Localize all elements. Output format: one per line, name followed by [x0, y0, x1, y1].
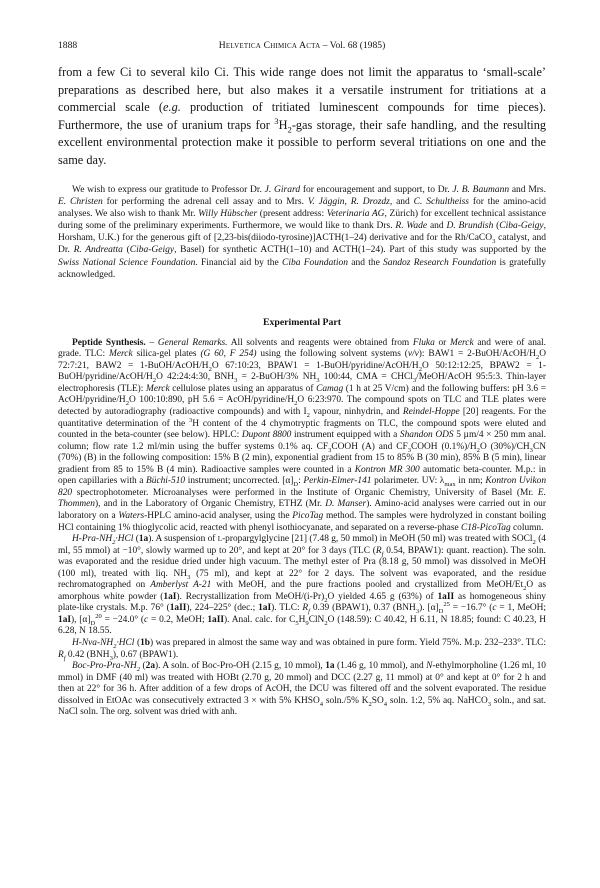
acknowledgements: We wish to express our gratitude to Professor Dr. J. Girard for encouragement and support, to Dr. J. B. Baumann and Mrs. E. Christen for performing the adrenal cell assay and to Mrs. V. Jäggin, R. Drozdz, and C. Schultheiss for the amino-acid analyses. We also wish to thank Mr. Willy Hübscher (present address: Veterinaria AG, Zürich) for excellent technical assistance during some of the preliminary experiments. Furthermore, we would like to thank Drs. R. Wade and D. Brundish (Ciba-Geigy, Horsham, U.K.) for the generous gift of [2,23-bis(diiodo-tyrosine)]ACTH(1–24) derivative and for the Rh/CaCO$_3$ catalyst, and Dr. R. Andreatta (Ciba-Geigy, Basel) for synthetic ACTH(1–10) and ACTH(1–24). Part of this study was supported by the Swiss National Science Foundation. Financial aid by the Ciba Foundation and the Sandoz Research Foundation is gratefully acknowledged.	[58, 185, 547, 280]
journal-title: Helvetica Chimica Acta – Vol. 68 (1985)	[218, 40, 386, 51]
experimental-body	[58, 338, 546, 719]
page-number: 1888	[58, 40, 78, 51]
general-remarks-paragraph: Peptide Synthesis. – General Remarks. All solvents and reagents were obtained from Fluka or Merck and were of anal. grade. TLC: Merck silica-gel plates (G 60, F 254) using the following solvent systems (v/v): $BAW1 = 2-BuOH/AcOH/H_2O$ 72:7:21, $BAW2 = 1-BuOH/AcOH/H_2O$ 67:10:23, BPAW1 = $1-BuOH/pyridine/AcOH/H_2O$ 50:12:12:25, BPAW2 = $1-BuOH/pyridine/AcOH/H_2O$ 42:24:4:30, $BNH_3$ = 2-BuOH/3% $NH_3$ 100:44, CMA = CHCl$_3$/MeOH/AcOH 95:5:3. Thin-layer electrophoresis (TLE): Merck cellulose plates using an apparatus of Camag (1 h at 25 V/cm) and the following buffers: pH 3.6 = AcOH/$pyridine/H_2O$ 100:10:890, pH 5.6 = AcOH/$pyridine/H_2O$ 6:23:970. The compound spots on TLC and TLE plates were detected by autoradiography (radioactive compounds) and with $I_2$ vapour, ninhydrin, and Reindel-Hoppe [20] reagents. For the quantitative determination of the $^3$H content of the 4 chymotryptic fragments on TLC, the compound spots were eluted and counted in the beta-counter (see below). HPLC: Dupont 8800 instrument equipped with a Shandon ODS 5 µm/4 × 250 mm anal. column; flow rate 1.2 ml/min using the buffer systems 0.1% aq. $CF_3COOH$ (A) and $CF_3COOH$ $(0.1\%)/H_2O$ $(30\%)/CH_3CN$ (70%) (B) in the following composition: 15% B (2 min), exponential gradient from 15 to 85% B (30 min), 85% B (5 min), linear gradient from 85 to 15% B (4 min). Radioactive samples were counted in a Kontron MR 300 automatic beta-counter. M.p.: in open capillaries with a Büchi-510 instrument; uncorrected. $[\alpha]_D$: Perkin-Elmer-141 polarimeter. UV: $\lambda_{max}$ in nm; Kontron Uvikon 820 spectrophotometer. Microanalyses were performed in the Institute of Organic Chemistry, University of Basel (Mr. E. Thommen), and in the Laboratory of Organic Chemistry, ETHZ (Mr. D. Manser). Amino-acid analyses were carried out in our laboratory on a Waters-HPLC amino-acid analyser, using the PicoTag method. The samples were hydrolyzed in constant boiling HCl containing 1% thioglycolic acid, reacted with phenyl isothiocyanate, and separated on a reverse-phase C18-PicoTag column.	[58, 337, 547, 533]
continued-paragraph: from a few Ci to several kilo Ci. This wide range does not limit the apparatus to ‘small-scale’ preparations as described here, but also makes it a versatile instrument for tritiations at a commercial scale (e.g. production of tritiated luminescent compounds for time pieces). Furthermore, the use of uranium traps for $^3H_2$-gas storage, their safe handling, and the resulting excellent environmental protection make it possible to perform several tritiations on one and the same day.	[58, 65, 547, 167]
running-header	[58, 40, 546, 56]
compound-2a-paragraph: Boc-$Pro-Pra-NH_2$ (2a). A soln. of Boc-Pro-OH (2.15 g, 10 mmol), 1a (1.46 g, 10 mmol), and N-ethylmorpholine (1.26 ml, 10 mmol) in DMF (40 ml) was treated with HOBt (2.70 g, 20 mmol) and DCC (2.27 g, 11 mmol) at 0° and kept at 0° for 2 h and then at 22° for 36 h. After addition of a few drops of AcOH, the DCU was filtered off and the solvent evaporated. The residue dissolved in EtOAc was consecutively extracted 3 × with 5% $KHSO_4$ soln./5% $K_2SO_4$ soln. 1:2, 5% aq. NaHCO$_3$ soln., and sat. NaCl soln. The org. solvent was dried with anh.	[58, 661, 546, 718]
journal-page	[58, 40, 546, 719]
compound-1a-paragraph: $H-Pra-NH_2\cdot HCl$ (1a). A suspension of l-propargylglycine [21] (7.48 g, 50 mmol) in MeOH (50 ml) was treated with SOCl$_2$ (4 ml, 55 mmol) at −10°, slowly warmed up to 20°, and kept at 20° for 3 days (TLC ($R_f$ 0.54, BPAW1): quant. reaction). The soln. was evaporated and the residue dried under high vacuum. The methyl ester of Pra (8.18 g, 50 mmol) was dissolved in MeOH (100 ml), treated with liq. $NH_3$ (75 ml), and kept at 22° for 2 days. The solvent was evaporated, and the residue rechromatographed on Amberlyst A-21 with MeOH, and the pure fractions pooled and crystallized from MeOH/$Et_2O$ as amorphous white powder (1aI). Recrystallization from MeOH/$(i-Pr)_2O$ yielded 4.65 g (63%) of 1aII as homogeneous shiny plate-like crystals. M.p. 76° (1aII), 224–225° (dec.; 1aI). TLC: $R_f$ 0.39 (BPAW1), 0.37 $(BNH_3)$. $[\alpha]_D^{25} = -16.7^\circ$ (c = 1, MeOH; 1aI), $[\alpha]_D^{20} = -24.0^\circ$ (c = 0.2, MeOH; 1aII). Anal. calc. for $C_5H_9ClN_2O$ (148.59): C 40.42, H 6.11, N 18.85; found: C 40.23, H 6.28, N 18.55.	[58, 534, 547, 637]
compound-1b-paragraph: $H-Nva-NH_2\cdot HCl$ (1b) was prepared in almost the same way and was obtained in pure form. Yield 75%. M.p. 232–233°. TLC: $R_f$ 0.42 $(BNH_3)$, 0.67 (BPAW1).	[58, 637, 547, 662]
section-title: Experimental Part	[262, 316, 342, 328]
